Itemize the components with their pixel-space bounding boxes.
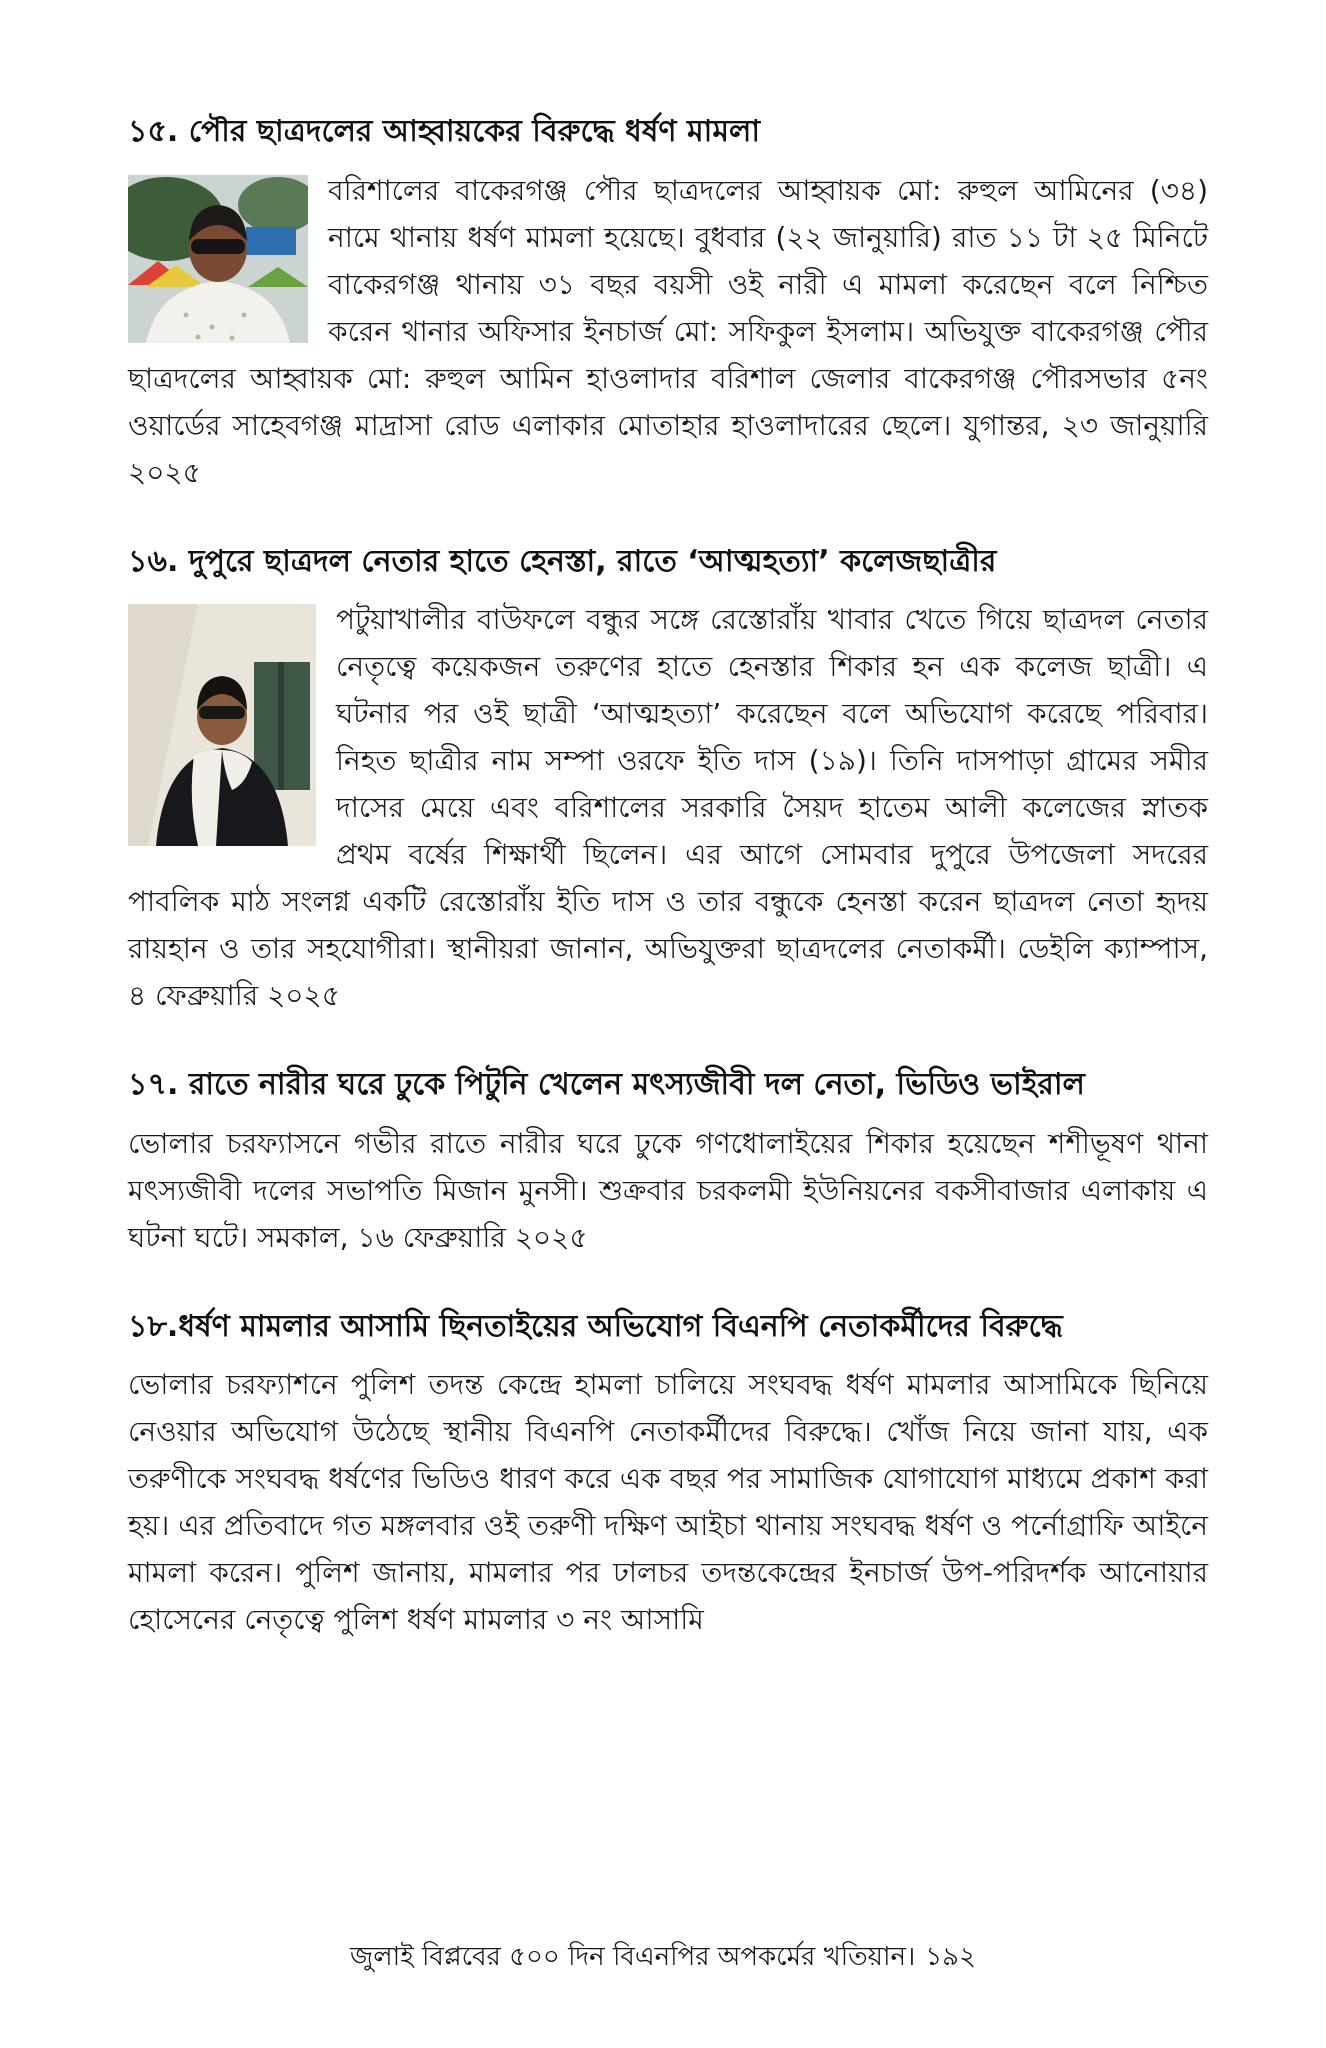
article-15-heading: ১৫. পৌর ছাত্রদলের আহ্বায়কের বিরুদ্ধে ধর্ষণ মামলা [128, 114, 761, 149]
page-content [128, 112, 1208, 1689]
article-18-body [128, 1361, 1208, 1643]
article-17-text: ভোলার চরফ্যাসনে গভীর রাতে নারীর ঘরে ঢুকে গণধোলাইয়ের শিকার হয়েছেন শশীভূষণ থানা মৎস্যজীবী দলের সভাপতি মিজান মুনসী। শুক্রবার চরকলমী ইউনিয়নের বকসীবাজার এলাকায় এ ঘটনা ঘটে। সমকাল, ১৬ ফেব্রুয়ারি ২০২৫ [128, 1126, 1208, 1254]
page-footer [0, 1936, 1326, 1980]
article-15 [128, 112, 1208, 496]
page-number: ১৯২ [925, 1942, 976, 1972]
article-16-body [128, 596, 1208, 1019]
article-16-text: পটুয়াখালীর বাউফলে বন্ধুর সঙ্গে রেস্তোরাঁয় খাবার খেতে গিয়ে ছাত্রদল নেতার নেতৃত্বে কয়েকজন তরুণের হাতে হেনস্তার শিকার হন এক কলেজ ছাত্রী। এ ঘটনার পর ওই ছাত্রী ‘আত্মহত্যা’ করেছেন বলে অভিযোগ করেছে পরিবার।নিহত ছাত্রীর নাম সম্পা ওরফে ইতি দাস (১৯)। তিনি দাসপাড়া গ্রামের সমীর দাসের মেয়ে এবং বরিশালের সরকারি সৈয়দ হাতেম আলী কলেজের স্নাতক প্রথম বর্ষের শিক্ষার্থী ছিলেন। এর আগে সোমবার দুপুরে উপজেলা সদরের পাবলিক মাঠ সংলগ্ন একটি রেস্তোরাঁয় ইতি দাস ও তার বন্ধুকে হেনস্তা করেন ছাত্রদল নেতা হৃদয় রায়হান ও তার সহযোগীরা। স্থানীয়রা জানান, অভিযুক্তরা ছাত্রদলের নেতাকর্মী। ডেইলি ক্যাম্পাস, ৪ ফেব্রুয়ারি ২০২৫ [128, 603, 1208, 1012]
article-16 [128, 542, 1208, 1020]
article-15-text: বরিশালের বাকেরগঞ্জ পৌর ছাত্রদলের আহ্বায়ক মো: রুহুল আমিনের (৩৪) নামে থানায় ধর্ষণ মামলা হয়েছে। বুধবার (২২ জানুয়ারি) রাত ১১ টা ২৫ মিনিটে বাকেরগঞ্জ থানায় ৩১ বছর বয়সী ওই নারী এ মামলা করেছেন বলে নিশ্চিত করেন থানার অফিসার ইনচার্জ মো: সফিকুল ইসলাম। অভিযুক্ত বাকেরগঞ্জ পৌর ছাত্রদলের আহ্বায়ক মো: রুহুল আমিন হাওলাদার বরিশাল জেলার বাকেরগঞ্জ পৌরসভার ৫নং ওয়ার্ডের সাহেবগঞ্জ মাদ্রাসা রোড এলাকার মোতাহার হাওলাদারের ছেলে। যুগান্তর, ২৩ জানুয়ারি ২০২৫ [128, 173, 1208, 489]
footer-text: জুলাই বিপ্লবের ৫০০ দিন বিএনপির অপকর্মের খতিয়ান। [350, 1942, 916, 1972]
article-16-heading: ১৬. দুপুরে ছাত্রদল নেতার হাতে হেনস্তা, রাতে ‘আত্মহত্যা’ কলেজছাত্রীর [128, 543, 997, 579]
article-17 [128, 1065, 1208, 1261]
young-man-white-scarf-photo [128, 604, 316, 846]
article-18-text: ভোলার চরফ্যাশনে পুলিশ তদন্ত কেন্দ্রে হামলা চালিয়ে সংঘবদ্ধ ধর্ষণ মামলার আসামিকে ছিনিয়ে নেওয়ার অভিযোগ উঠেছে স্থানীয় বিএনপি নেতাকর্মীদের বিরুদ্ধে। খোঁজ নিয়ে জানা যায়, এক তরুণীকে সংঘবদ্ধ ধর্ষণের ভিডিও ধারণ করে এক বছর পর সামাজিক যোগাযোগ মাধ্যমে প্রকাশ করা হয়। এর প্রতিবাদে গত মঙ্গলবার ওই তরুণী দক্ষিণ আইচা থানায় সংঘবদ্ধ ধর্ষণ ও পর্নোগ্রাফি আইনে মামলা করেন। পুলিশ জানায়, মামলার পর ঢালচর তদন্তকেন্দ্রের ইনচার্জ উপ-পরিদর্শক আনোয়ার হোসেনের নেতৃত্বে পুলিশ ধর্ষণ মামলার ৩ নং আসামি [128, 1368, 1208, 1636]
article-17-body [128, 1120, 1208, 1261]
article-15-body [128, 167, 1208, 496]
article-17-heading: ১৭. রাতে নারীর ঘরে ঢুকে পিটুনি খেলেন মৎস্যজীবী দল নেতা, ভিডিও ভাইরাল [128, 1067, 1085, 1102]
article-18-heading: ১৮.ধর্ষণ মামলার আসামি ছিনতাইয়ের অভিযোগ বিএনপি নেতাকর্মীদের বিরুদ্ধে [128, 1308, 1063, 1344]
article-18 [128, 1307, 1208, 1644]
man-with-sunglasses-outdoor-photo [128, 175, 308, 343]
